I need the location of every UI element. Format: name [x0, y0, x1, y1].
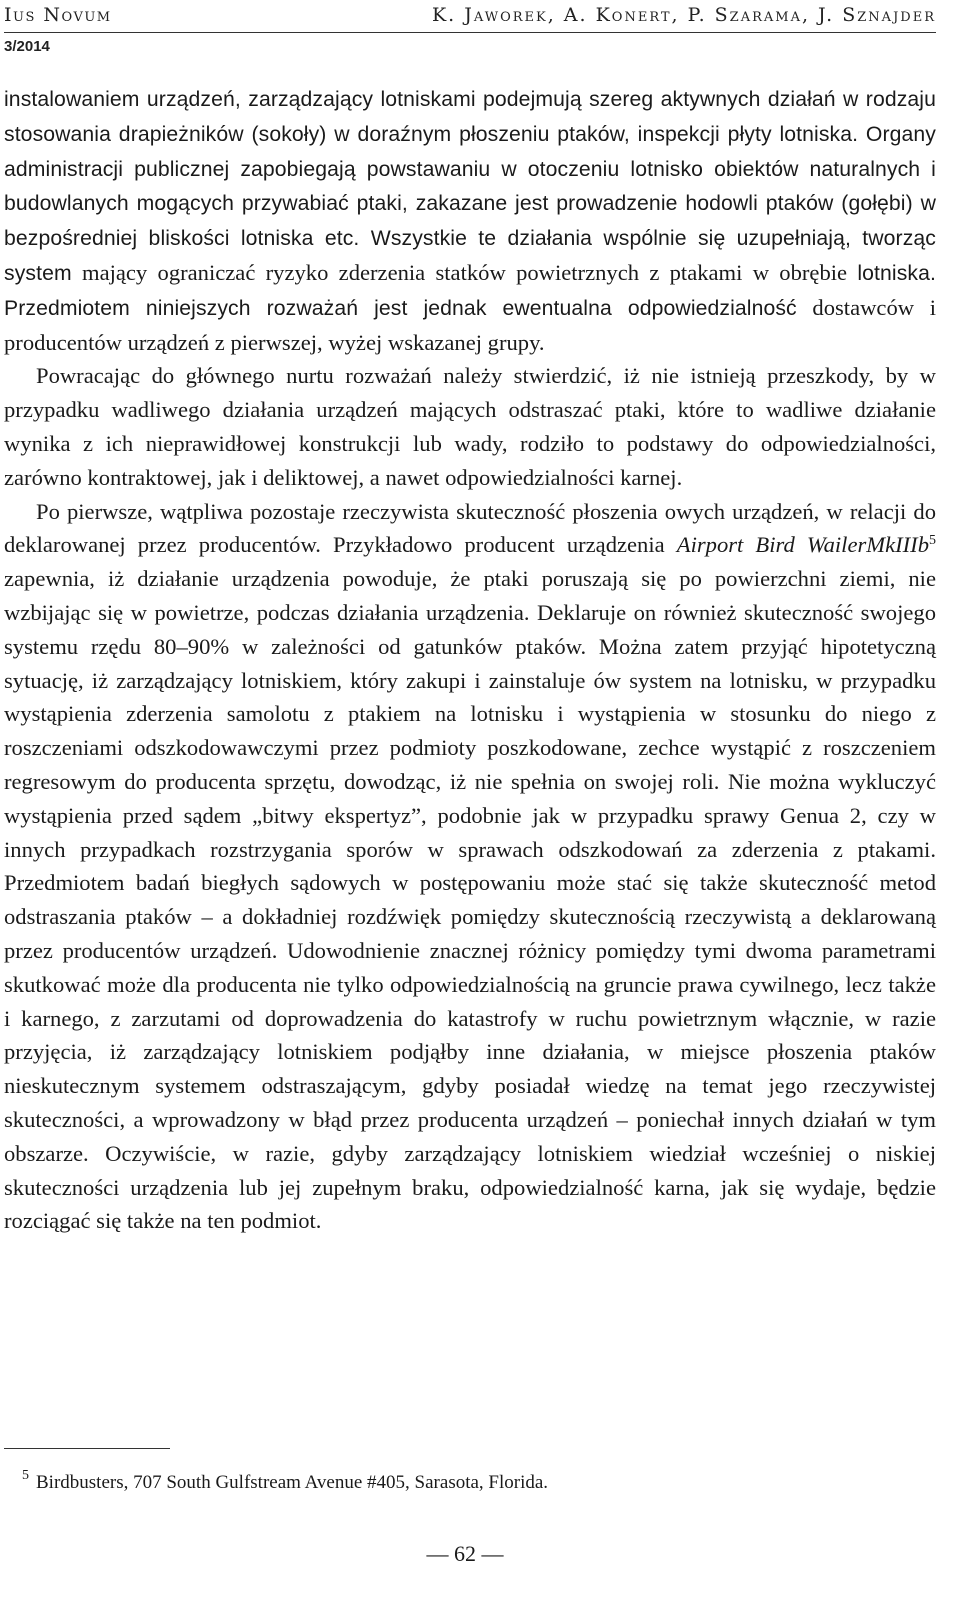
paragraph-1: [4, 82, 936, 359]
paragraph-1-part-c: lotniska. Przedmiotem niniejszych rozważań jest jednak ewentualna odpowiedzialność: [4, 261, 936, 320]
header-rule: [4, 32, 936, 33]
paragraph-3-part-b: zapewnia, iż działanie urządzenia powoduje, że ptaki poruszają się po powierzchni ziemi, nie wzbijając się w powietrze, podczas działania urządzenia. Deklaruje on również skuteczność swojego systemu rzędu 80–90% w zależności od gatunków ptaków. Można zatem przyjąć hipotetyczną sytuację, iż zarządzający lotniskiem, który zakupi i zainstaluje ów system na lotnisku, w przypadku wystąpienia zderzenia samolotu z ptakiem na lotnisku i wystąpienia w stosunku do niego z roszczeniami odszkodowawczymi przez podmioty poszkodowane, zechce wystąpić z roszczeniem regresowym do producenta sprzętu, dowodząc, iż nie spełnia on swojej roli. Nie można wykluczyć wystąpienia przed sądem „bitwy ekspertyz”, podobnie jak w przypadku sprawy Genua 2, czy w innych przypadkach rozstrzygania sporów w sprawach odszkodowań za zderzenia z ptakami. Przedmiotem badań biegłych sądowych w postępowaniu może stać się także skuteczność metod odstraszania ptaków – a dokładniej rozdźwięk pomiędzy skutecznością rzeczywistą a deklarowaną przez producentów urządzeń. Udowodnienie znacznej różnicy pomiędzy tymi dwoma parametrami skutkować może dla producenta nie tylko odpowiedzialnością na gruncie prawa cywilnego, lecz także i karnego, z zarzutami od doprowadzenia do katastrofy w ruchu powietrznym włącznie, w razie przyjęcia, iż zarządzający lotniskiem podjąłby inne działania, w miejsce płoszenia ptaków nieskutecznym systemem odstraszającym, gdyby posiadał wiedzę na temat jego rzeczywistej skuteczności, a wprowadzony w błąd przez producenta urządzeń – poniechał innych działań w tym obszarze. Oczywiście, w razie, gdyby zarządzający lotniskiem wiedział wcześniej o niskiej skuteczności urządzenia lub jej zupełnym braku, odpowiedzialność karna, jak się wydaje, będzie rozciągać się także na ten podmiot.: [4, 566, 936, 1234]
footnote-reference[interactable]: 5: [929, 533, 936, 549]
paragraph-3-part-a: Po pierwsze, wątpliwa pozostaje rzeczywista skuteczność płoszenia owych urządzeń, w relacji do deklarowanej przez producentów. Przykładowo producent urządzenia: [4, 498, 936, 558]
body-text: [4, 82, 936, 1238]
page-number: — 62 —: [426, 1541, 504, 1566]
running-head-journal: Ius Novum: [4, 4, 112, 26]
footnote-text: Birdbusters, 707 South Gulfstream Avenue #405, Sarasota, Florida.: [36, 1472, 549, 1493]
paragraph-2: Powracając do głównego nurtu rozważań należy stwierdzić, iż nie istnieją przeszkody, by w przypadku wadliwego działania urządzeń mających odstraszać ptaki, które to wadliwe działanie wynika z ich nieprawidłowej konstrukcji lub wady, rodziło to podstawy do odpowiedzialności, zarówno kontraktowej, jak i deliktowej, a nawet odpowiedzialności karnej.: [4, 363, 936, 490]
paragraph-1-part-a: instalowaniem urządzeń, zarządzający lotniskami podejmują szereg aktywnych działań w rodzaju stosowania drapieżników (sokoły) w doraźnym płoszeniu ptaków, inspekcji płyty lotniska. Organy administracji publicznej zapobiegają powstawaniu w otoczeniu lotnisko obiektów naturalnych i budowlanych mogących przywabiać ptaki, zakazane jest prowadzenie hodowli ptaków (gołębi) w bezpośredniej bliskości lotniska etc. Wszystkie te działania wspólnie się uzupełniają, tworząc system: [4, 88, 936, 285]
running-head-authors: K. Jaworek, A. Konert, P. Szarama, J. Sznajder: [431, 4, 936, 26]
footnote: [22, 1468, 549, 1494]
device-name: Airport Bird WailerMkIIIb: [676, 532, 929, 558]
issue-number: 3/2014: [4, 38, 50, 55]
paragraph-1-part-d: dostawców i producentów urządzeń z pierwszej, wyżej wskazanej grupy.: [4, 294, 936, 355]
footnote-rule: [4, 1448, 170, 1449]
paragraph-1-part-b: mający ograniczać ryzyko zderzenia statków powietrznych z ptakami w obrębie: [82, 259, 848, 285]
footnote-mark: 5: [22, 1468, 29, 1483]
paragraph-3: [4, 495, 936, 1239]
